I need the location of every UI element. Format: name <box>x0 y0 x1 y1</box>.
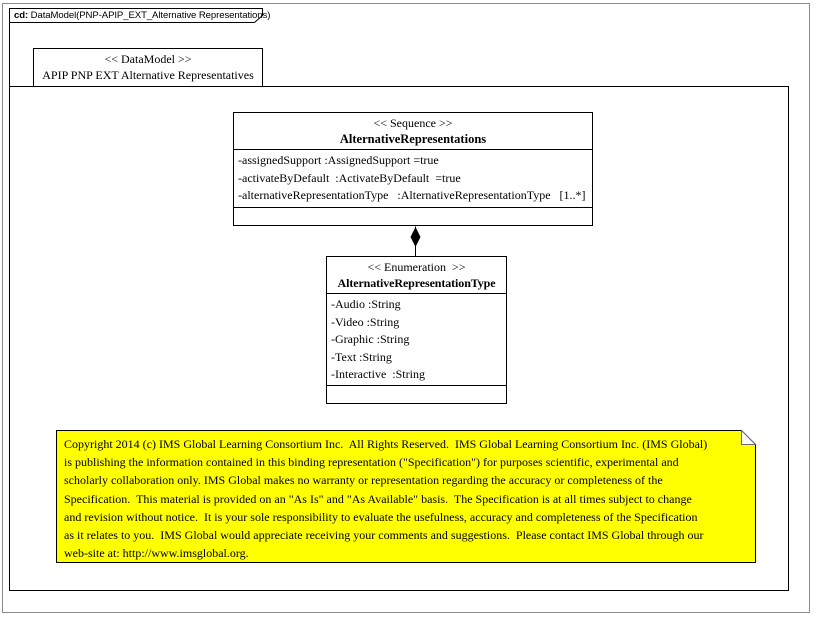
enumeration-stereotype: << Enumeration >> <box>367 260 466 274</box>
attribute-row: -assignedSupport :AssignedSupport =true <box>238 153 439 167</box>
datamodel-box <box>33 48 263 87</box>
composition-diamond-icon <box>411 227 421 247</box>
attribute-row: -Audio :String <box>331 297 401 311</box>
enumeration-name: AlternativeRepresentationType <box>337 276 496 290</box>
frame-tab-keyword: cd: <box>14 10 29 21</box>
note-line: web-site at: http://www.imsglobal.org. <box>64 546 249 561</box>
frame-tab-label <box>14 9 271 22</box>
note-line: Specification. This material is provided on an "As Is" and "As Available" basis. The Specification is at all times subject to change <box>64 491 692 506</box>
copyright-note-text <box>64 435 750 562</box>
class-alternative-representations <box>233 112 593 226</box>
enumeration-header <box>327 257 506 294</box>
attribute-row: -Text :String <box>331 349 392 364</box>
attribute-row: -activateByDefault :ActivateByDefault =true <box>238 170 461 185</box>
class-attributes-compartment <box>234 150 592 208</box>
class-stereotype: << Sequence >> <box>373 116 453 130</box>
datamodel-name: APIP PNP EXT Alternative Representatives <box>42 68 254 82</box>
attribute-row: -Video :String <box>331 314 400 329</box>
class-header <box>234 113 592 150</box>
note-line: Copyright 2014 (c) IMS Global Learning Consortium Inc. All Rights Reserved. IMS Global Learning Consortium Inc. (IMS Global) <box>64 437 708 451</box>
enumeration-attributes-compartment <box>327 294 506 386</box>
note-line: and revision without notice. It is your sole responsibility to evaluate the usefulness, accuracy and completeness of the Specification <box>64 509 698 524</box>
enumeration-alternative-representation-type <box>326 256 507 404</box>
attribute-row: -Graphic :String <box>331 332 410 347</box>
note-line: as it relates to you. IMS Global would appreciate receiving your comments and suggestions. Please contact IMS Global through our <box>64 528 704 543</box>
note-line: is publishing the information contained in this binding representation ("Specification") for purposes scientific, experimental and <box>64 455 679 470</box>
frame-tab-title: DataModel(PNP-APIP_EXT_Alternative Representations) <box>28 10 271 21</box>
class-name: AlternativeRepresentations <box>339 132 487 146</box>
note-line: scholarly collaboration only. IMS Global makes no warranty or representation regarding the accuracy or completeness of the <box>64 473 663 488</box>
attribute-row: -Interactive :String <box>331 367 425 382</box>
datamodel-stereotype: << DataModel >> <box>104 52 192 66</box>
attribute-row: -alternativeRepresentationType :AlternativeRepresentationType [1..*] <box>238 188 586 202</box>
